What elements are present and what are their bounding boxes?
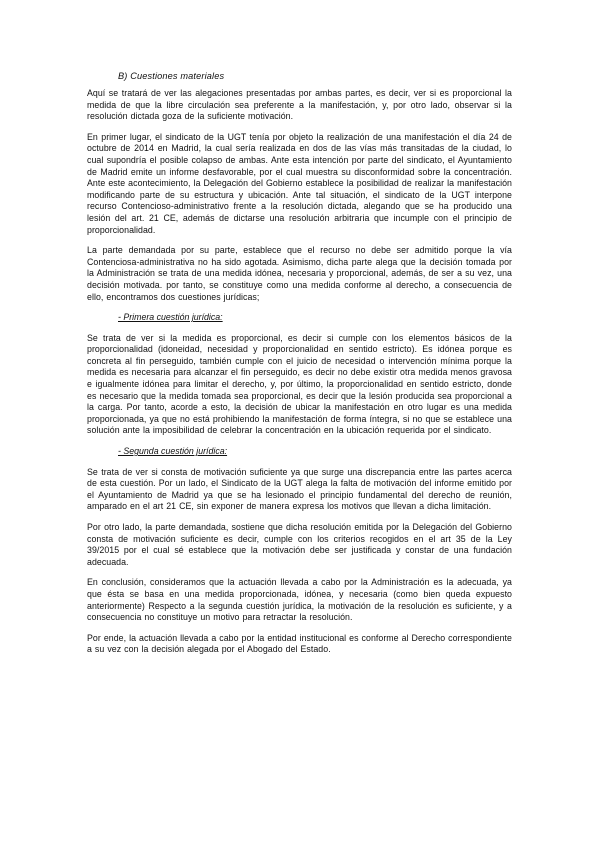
paragraph-conclusion: En conclusión, consideramos que la actuación llevada a cabo por la Administración es la adecuada, ya que ésta se basa en una medida proporcionada, idónea, y necesaria (como bien queda expuesto anteriormente) Respecto a la segunda cuestión jurídica, la motivación de la resolución es suficiente, y a consecuencia no constituye un motivo para retractar la resolución. xyxy=(87,577,512,623)
paragraph-facts: En primer lugar, el sindicato de la UGT tenía por objeto la realización de una manifestación el día 24 de octubre de 2014 en Madrid, la cual sería realizada en dos de las vías más transitadas de la ciudad, lo cual supondría el posible colapso de ambas. Ante esta intención por parte del sindicato, el Ayuntamiento de Madrid emite un informe desfavorable, por el cual muestra su disconformidad sobre la concentración. Ante este acontecimiento, la Delegación del Gobierno establece la posibilidad de realizar la manifestación modificando parte de su estructura y ubicación. Ante tal situación, el sindicato de la UGT interpone recurso Contencioso-administrativo frente a la resolución dictada, alegando que se ha producido una lesión del art. 21 CE, además de dictarse una resolución arbitraria que incumple con el principio de proporcionalidad. xyxy=(87,131,512,235)
paragraph-motivation: Se trata de ver si consta de motivación suficiente ya que surge una discrepancia entre las partes acerca de esta cuestión. Por un lado, el Sindicato de la UGT alega la falta de motivación del informe emitido por el Ayuntamiento de Madrid ya que se ha lesionado el principio fundamental del derecho de reunión, amparado en el art 21 CE, sin exponer de manera expresa los motivos que llevan a dicha limitación. xyxy=(87,466,512,512)
subheading-first-question: - Primera cuestión jurídica: xyxy=(118,312,223,323)
paragraph-proportionality: Se trata de ver si la medida es proporcional, es decir si cumple con los elementos básicos de la proporcionalidad (idoneidad, necesidad y proporcionalidad en sentido estricto). Es idónea porque es concreta al fin perseguido, también cumple con el juicio de necesidad o intervención mínima porque la medida es necesaria para alcanzar el fin perseguido, es decir no debe existir otra medida menos gravosa e igualmente idónea para limitar el derecho, y, por último, la proporcionalidad en sentido estricto, donde es necesario que la medida tomada sea proporcional, es decir que la lesión producida sea proporcional a la carga. Por tanto, acorde a esto, la decisión de ubicar la manifestación en otro lugar es una medida proporcionada, ya que no está prohibiendo la manifestación de forma íntegra, si no que se establece una solución ante la imposibilidad de celebrar la concentración en la ubicación requerida por el sindicato. xyxy=(87,332,512,436)
paragraph-final: Por ende, la actuación llevada a cabo por la entidad institucional es conforme al Derecho correspondiente a su vez con la decisión alegada por el Abogado del Estado. xyxy=(87,632,512,655)
subheading-second-question: - Segunda cuestión jurídica: xyxy=(118,446,228,457)
paragraph-intro: Aquí se tratará de ver las alegaciones presentadas por ambas partes, es decir, ver si es proporcional la medida de que la libre circulación sea preferente a la manifestación, y, por otro lado, observar si la resolución dictada goza de la suficiente motivación. xyxy=(87,88,512,122)
paragraph-other-side: Por otro lado, la parte demandada, sostiene que dicha resolución emitida por la Delegación del Gobierno consta de motivación suficiente es decir, cumple con los criterios recogidos en el art 35 de la Ley 39/2015 por el cual sé establece que la motivación debe ser justificada y constar de una fundación adecuada. xyxy=(87,522,512,567)
paragraph-defendant: La parte demandada por su parte, establece que el recurso no debe ser admitido porque la vía Contenciosa-administrativa no ha sido agotada. Asimismo, dicha parte alega que la decisión tomada por la Administración se trata de una medida idónea, necesaria y proporcional, además, de ser a su vez, una decisión motivada. por tanto, se constituye como una medida conforme al derecho, a consecuencia de ello, encontramos dos cuestiones jurídicas; xyxy=(87,245,512,302)
section-heading: B) Cuestiones materiales xyxy=(118,71,225,81)
document-body xyxy=(87,70,512,665)
